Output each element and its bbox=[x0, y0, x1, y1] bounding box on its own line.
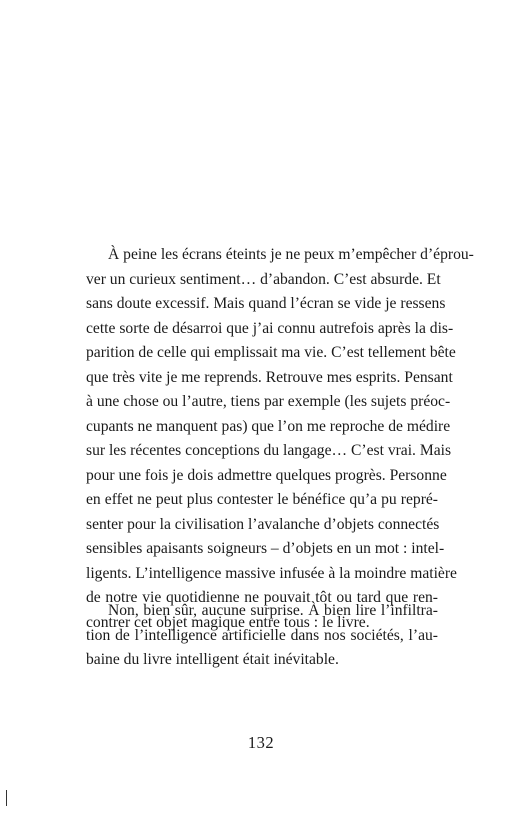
text-line: de notre vie quotidienne ne pouvait tôt ou tard que ren- bbox=[86, 589, 438, 606]
scan-edge-mark bbox=[6, 790, 7, 806]
paragraph-2 bbox=[86, 599, 438, 673]
text-line: contrer cet objet magique entre tous : le livre. bbox=[86, 613, 370, 631]
text-line: ligents. L’intelligence massive infusée à la moindre matière bbox=[86, 564, 457, 582]
text-line: sensibles apaisants soigneurs – d’objets en un mot : intel- bbox=[86, 540, 445, 557]
page-number: 132 bbox=[247, 733, 275, 752]
text-line: sur les récentes conceptions du langage… C’est vrai. Mais bbox=[86, 442, 452, 459]
paragraph-1 bbox=[86, 243, 474, 635]
text-line: Non, bien sûr, aucune surprise. À bien lire l’infiltra- bbox=[108, 602, 438, 619]
text-line: pour une fois je dois admettre quelques progrès. Personne bbox=[86, 466, 447, 484]
text-line: ver un curieux sentiment… d’abandon. C’est absurde. Et bbox=[86, 270, 441, 288]
text-line: parition de celle qui emplissait ma vie. C’est tellement bête bbox=[86, 344, 456, 361]
text-line: cupants ne manquent pas) que l’on me reproche de médire bbox=[86, 417, 451, 435]
text-line: cette sorte de désarroi que j’ai connu autrefois après la dis- bbox=[86, 319, 454, 337]
text-line: que très vite je me reprends. Retrouve mes esprits. Pensant bbox=[86, 368, 453, 386]
text-line: baine du livre intelligent était inévitable. bbox=[86, 651, 339, 668]
text-line: tion de l’intelligence artificielle dans nos sociétés, l’au- bbox=[86, 626, 438, 644]
text-line: en effet ne peut plus contester le bénéfice qu’a pu repré- bbox=[86, 491, 438, 508]
text-line: à une chose ou l’autre, tiens par exemple (les sujets préoc- bbox=[86, 393, 451, 410]
text-line: sans doute excessif. Mais quand l’écran se vide je ressens bbox=[86, 295, 446, 312]
text-line: senter pour la civilisation l’avalanche d’objets connectés bbox=[86, 515, 440, 533]
text-line: À peine les écrans éteints je ne peux m’empêcher d’éprou- bbox=[108, 246, 474, 263]
